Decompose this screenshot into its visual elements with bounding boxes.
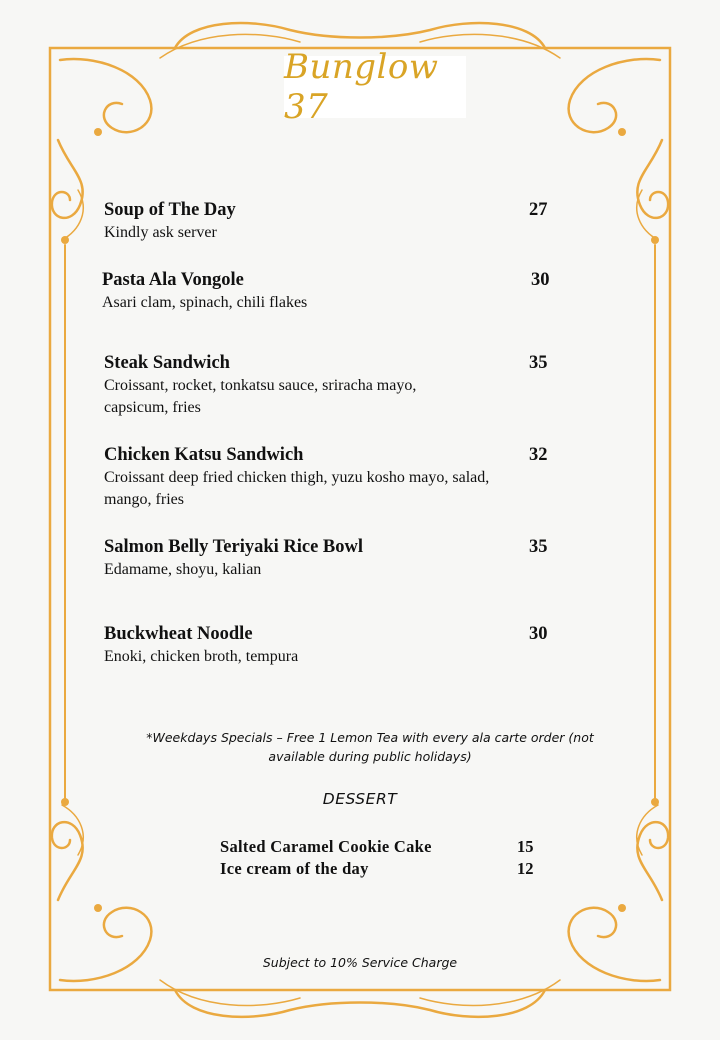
dessert-heading: DESSERT (322, 790, 398, 808)
menu-item-description: Enoki, chicken broth, tempura (104, 648, 299, 665)
menu-item-price: 30 (531, 270, 550, 290)
menu-item-description: Asari clam, spinach, chili flakes (102, 294, 308, 311)
menu-item-price: 35 (529, 537, 548, 557)
menu-item-name: Steak Sandwich (104, 353, 230, 373)
menu-item (102, 269, 562, 314)
menu-item-name: Chicken Katsu Sandwich (104, 445, 304, 465)
menu-item-description: Kindly ask server (104, 224, 217, 241)
menu-item-name: Pasta Ala Vongole (102, 270, 244, 290)
menu-item-description: Croissant deep fried chicken thigh, yuzu kosho mayo, salad, mango, fries (104, 469, 490, 508)
menu-item-price: 27 (529, 200, 548, 220)
dessert-item-price: 12 (517, 859, 534, 878)
dessert-item-name: Salted Caramel Cookie Cake (220, 837, 432, 856)
brand-name: Bunglow 37 (284, 47, 439, 127)
brand-logo (284, 47, 466, 127)
menu-item (104, 199, 564, 244)
dessert-item-price: 15 (517, 837, 534, 856)
menu-item (104, 536, 564, 581)
menu-item (104, 352, 484, 419)
menu-item (104, 444, 514, 511)
menu-item-name: Soup of The Day (104, 200, 236, 220)
menu-item-name: Salmon Belly Teriyaki Rice Bowl (104, 537, 364, 557)
menu-item-description: Edamame, shoyu, kalian (104, 561, 262, 578)
specials-note: *Weekdays Specials – Free 1 Lemon Tea with every ala carte order (not available during public holidays) (146, 730, 594, 764)
menu-item-name: Buckwheat Noodle (104, 624, 253, 644)
menu-item (104, 623, 564, 668)
service-charge-note: Subject to 10% Service Charge (262, 955, 458, 970)
menu-item-description: Croissant, rocket, tonkatsu sauce, sriracha mayo, capsicum, fries (104, 377, 417, 416)
dessert-item-name: Ice cream of the day (220, 859, 369, 878)
menu-item-price: 35 (529, 353, 548, 373)
menu-item-price: 32 (529, 445, 548, 465)
menu-item-price: 30 (529, 624, 548, 644)
